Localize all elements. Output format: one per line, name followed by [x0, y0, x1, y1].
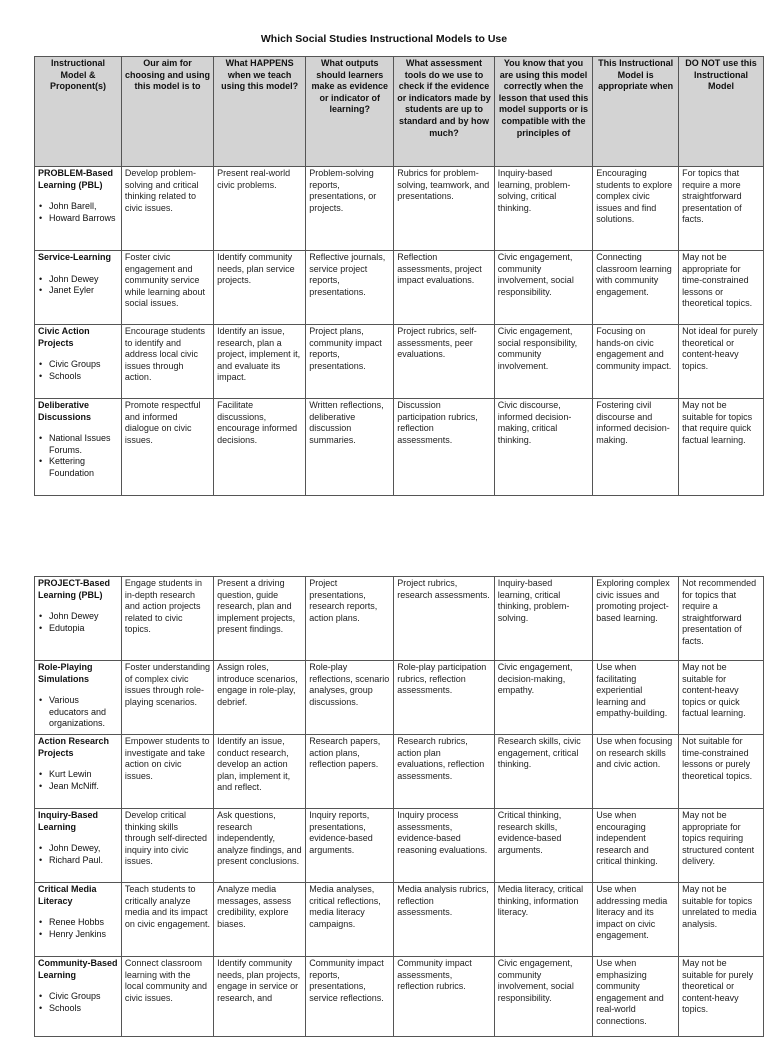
proponent: • Kurt Lewin	[47, 769, 118, 781]
header-principles: You know that you are using this model correctly when the lesson that used this model supports or is compatible with the principles of	[494, 57, 592, 167]
model-name: Community-Based Learning	[38, 958, 118, 980]
table-cell: Civic engagement, decision-making, empathy.	[494, 661, 592, 735]
model-name: Deliberative Discussions	[38, 400, 92, 422]
proponent-list	[38, 843, 118, 866]
table-cell: Not recommended for topics that require a straightforward presentation of facts.	[679, 577, 764, 661]
header-aim: Our aim for choosing and using this model is to	[121, 57, 213, 167]
model-name: PROBLEM-Based Learning (PBL)	[38, 168, 114, 190]
table-row	[35, 325, 764, 399]
proponent: • Kettering Foundation	[47, 456, 118, 479]
proponent: • John Dewey	[47, 611, 118, 623]
table-cell: Identify an issue, conduct research, develop an action plan, implement it, and reflect.	[214, 735, 306, 809]
model-cell	[35, 577, 122, 661]
model-cell	[35, 809, 122, 883]
table-cell: Engage students in in-depth research and action projects related to civic topics.	[121, 577, 213, 661]
header-model: Instructional Model & Proponent(s)	[35, 57, 122, 167]
model-cell	[35, 957, 122, 1037]
table-cell: Identify an issue, research, plan a project, implement it, and evaluate its impact.	[214, 325, 306, 399]
table-cell: Ask questions, research independently, analyze findings, and present conclusions.	[214, 809, 306, 883]
header-row	[35, 57, 764, 167]
table-cell: Community impact reports, presentations, service reflections.	[306, 957, 394, 1037]
table-cell: Present real-world civic problems.	[214, 167, 306, 251]
proponent: • Richard Paul.	[47, 855, 118, 867]
proponent: • John Barell,	[47, 201, 118, 213]
table-cell: Inquiry reports, presentations, evidence-based arguments.	[306, 809, 394, 883]
table-cell: Civic discourse, informed decision-making, critical thinking.	[494, 399, 592, 496]
table-row	[35, 399, 764, 496]
table-cell: May not be appropriate for time-constrained lessons or theoretical topics.	[679, 251, 764, 325]
instructional-models-table-2	[34, 576, 764, 1037]
table-cell: Empower students to investigate and take action on civic issues.	[121, 735, 213, 809]
proponent: • Various educators and organizations.	[47, 695, 118, 730]
model-cell	[35, 251, 122, 325]
table-cell: May not be suitable for topics unrelated to media analysis.	[679, 883, 764, 957]
table-cell: Use when focusing on research skills and civic action.	[593, 735, 679, 809]
table-cell: Role-play reflections, scenario analyses, group discussions.	[306, 661, 394, 735]
table-cell: May not be suitable for purely theoretical or content-heavy topics.	[679, 957, 764, 1037]
table-cell: Foster civic engagement and community service while learning about social issues.	[121, 251, 213, 325]
table-cell: Community impact assessments, reflection rubrics.	[394, 957, 495, 1037]
header-what-happens: What HAPPENS when we teach using this model?	[214, 57, 306, 167]
proponent: • John Dewey,	[47, 843, 118, 855]
proponent: • Janet Eyler	[47, 285, 118, 297]
table-cell: Project plans, community impact reports, presentations.	[306, 325, 394, 399]
model-name: PROJECT-Based Learning (PBL)	[38, 578, 111, 600]
proponent: • Renee Hobbs	[47, 917, 118, 929]
proponent: • Jean McNiff.	[47, 781, 118, 793]
table-cell: Assign roles, introduce scenarios, engage in role-play, debrief.	[214, 661, 306, 735]
table-cell: Inquiry process assessments, evidence-based reasoning evaluations.	[394, 809, 495, 883]
model-name: Critical Media Literacy	[38, 884, 97, 906]
header-outputs: What outputs should learners make as evidence or indicator of learning?	[306, 57, 394, 167]
table-cell: May not be appropriate for topics requiring structured content delivery.	[679, 809, 764, 883]
table-cell: Media analysis rubrics, reflection assessments.	[394, 883, 495, 957]
model-name: Inquiry-Based Learning	[38, 810, 99, 832]
table-cell: Civic engagement, community involvement, social responsibility.	[494, 957, 592, 1037]
table-cell: Civic engagement, community involvement, social responsibility.	[494, 251, 592, 325]
table-cell: Analyze media messages, assess credibility, explore biases.	[214, 883, 306, 957]
table-row	[35, 735, 764, 809]
table-cell: May not be suitable for content-heavy topics or quick factual learning.	[679, 661, 764, 735]
table-cell: Inquiry-based learning, problem-solving, critical thinking.	[494, 167, 592, 251]
table-row	[35, 577, 764, 661]
model-cell	[35, 883, 122, 957]
table-cell: Connecting classroom learning with community engagement.	[593, 251, 679, 325]
table-row	[35, 661, 764, 735]
proponent: • Edutopia	[47, 623, 118, 635]
table-cell: Not ideal for purely theoretical or content-heavy topics.	[679, 325, 764, 399]
proponent-list	[38, 201, 118, 224]
page-title: Which Social Studies Instructional Models to Use	[260, 33, 508, 45]
proponent-list	[38, 611, 118, 634]
table-cell: Project presentations, research reports, action plans.	[306, 577, 394, 661]
instructional-models-table-1	[34, 56, 764, 496]
table-cell: Encourage students to identify and address local civic issues through action.	[121, 325, 213, 399]
table-cell: Civic engagement, social responsibility, community involvement.	[494, 325, 592, 399]
proponent-list	[38, 274, 118, 297]
model-cell	[35, 735, 122, 809]
proponent-list	[38, 359, 118, 382]
proponent: • Civic Groups	[47, 991, 118, 1003]
table-cell: Project rubrics, research assessments.	[394, 577, 495, 661]
table-row	[35, 251, 764, 325]
table-cell: Teach students to critically analyze media and its impact on civic engagement.	[121, 883, 213, 957]
model-name: Role-Playing Simulations	[38, 662, 93, 684]
model-name: Civic Action Projects	[38, 326, 90, 348]
proponent: • John Dewey	[47, 274, 118, 286]
table-row	[35, 957, 764, 1037]
model-name: Action Research Projects	[38, 736, 110, 758]
table-cell: Written reflections, deliberative discussion summaries.	[306, 399, 394, 496]
table-cell: Role-play participation rubrics, reflection assessments.	[394, 661, 495, 735]
model-name: Service-Learning	[38, 252, 112, 262]
table-cell: Exploring complex civic issues and promoting project-based learning.	[593, 577, 679, 661]
table-row	[35, 883, 764, 957]
table-cell: Not suitable for time-constrained lessons or purely theoretical topics.	[679, 735, 764, 809]
table-cell: Research rubrics, action plan evaluations, reflection assessments.	[394, 735, 495, 809]
table-cell: Fostering civil discourse and informed decision-making.	[593, 399, 679, 496]
table-cell: Identify community needs, plan service projects.	[214, 251, 306, 325]
table-cell: Research papers, action plans, reflection papers.	[306, 735, 394, 809]
proponent: • Henry Jenkins	[47, 929, 118, 941]
proponent: • Civic Groups	[47, 359, 118, 371]
table-cell: Present a driving question, guide research, plan and implement projects, present findings.	[214, 577, 306, 661]
table-cell: Reflective journals, service project reports, presentations.	[306, 251, 394, 325]
proponent: • National Issues Forums.	[47, 433, 118, 456]
table-cell: Discussion participation rubrics, reflection assessments.	[394, 399, 495, 496]
table-row	[35, 809, 764, 883]
table-cell: Develop critical thinking skills through self-directed inquiry into civic issues.	[121, 809, 213, 883]
table-cell: Connect classroom learning with the local community and civic issues.	[121, 957, 213, 1037]
table-cell: Identify community needs, plan projects, engage in service or research, and	[214, 957, 306, 1037]
table-cell: Critical thinking, research skills, evidence-based arguments.	[494, 809, 592, 883]
table-cell: Facilitate discussions, encourage informed decisions.	[214, 399, 306, 496]
table-cell: Foster understanding of complex civic issues through role-playing scenarios.	[121, 661, 213, 735]
table-cell: Use when addressing media literacy and its impact on civic engagement.	[593, 883, 679, 957]
table-cell: For topics that require a more straightforward presentation of facts.	[679, 167, 764, 251]
table-cell: Promote respectful and informed dialogue on civic issues.	[121, 399, 213, 496]
proponent-list	[38, 917, 118, 940]
table-cell: May not be suitable for topics that require quick factual learning.	[679, 399, 764, 496]
table-cell: Research skills, civic engagement, critical thinking.	[494, 735, 592, 809]
table-cell: Develop problem-solving and critical thinking related to civic issues.	[121, 167, 213, 251]
table-cell: Rubrics for problem-solving, teamwork, and presentations.	[394, 167, 495, 251]
model-cell	[35, 661, 122, 735]
model-cell	[35, 399, 122, 496]
proponent-list	[38, 695, 118, 730]
proponent: • Schools	[47, 1003, 118, 1015]
header-assessment-tools: What assessment tools do we use to check if the evidence or indicators made by students are up to standard and by how much?	[394, 57, 495, 167]
table-cell: Media literacy, critical thinking, information literacy.	[494, 883, 592, 957]
proponent-list	[38, 433, 118, 479]
table-cell: Inquiry-based learning, critical thinking, problem-solving.	[494, 577, 592, 661]
model-cell	[35, 325, 122, 399]
table-cell: Focusing on hands-on civic engagement and community impact.	[593, 325, 679, 399]
proponent-list	[38, 769, 118, 792]
proponent-list	[38, 991, 118, 1014]
proponent: • Howard Barrows	[47, 213, 118, 225]
table-cell: Use when encouraging independent research and critical thinking.	[593, 809, 679, 883]
table-cell: Problem-solving reports, presentations, or projects.	[306, 167, 394, 251]
table-cell: Use when facilitating experiential learning and empathy-building.	[593, 661, 679, 735]
table-cell: Project rubrics, self-assessments, peer evaluations.	[394, 325, 495, 399]
table-cell: Encouraging students to explore complex civic issues and find solutions.	[593, 167, 679, 251]
table-cell: Reflection assessments, project impact evaluations.	[394, 251, 495, 325]
table-cell: Use when emphasizing community engagement and real-world connections.	[593, 957, 679, 1037]
header-do-not-use: DO NOT use this Instructional Model	[679, 57, 764, 167]
model-cell	[35, 167, 122, 251]
header-appropriate-when: This Instructional Model is appropriate when	[593, 57, 679, 167]
table-cell: Media analyses, critical reflections, media literacy campaigns.	[306, 883, 394, 957]
proponent: • Schools	[47, 371, 118, 383]
table-row	[35, 167, 764, 251]
